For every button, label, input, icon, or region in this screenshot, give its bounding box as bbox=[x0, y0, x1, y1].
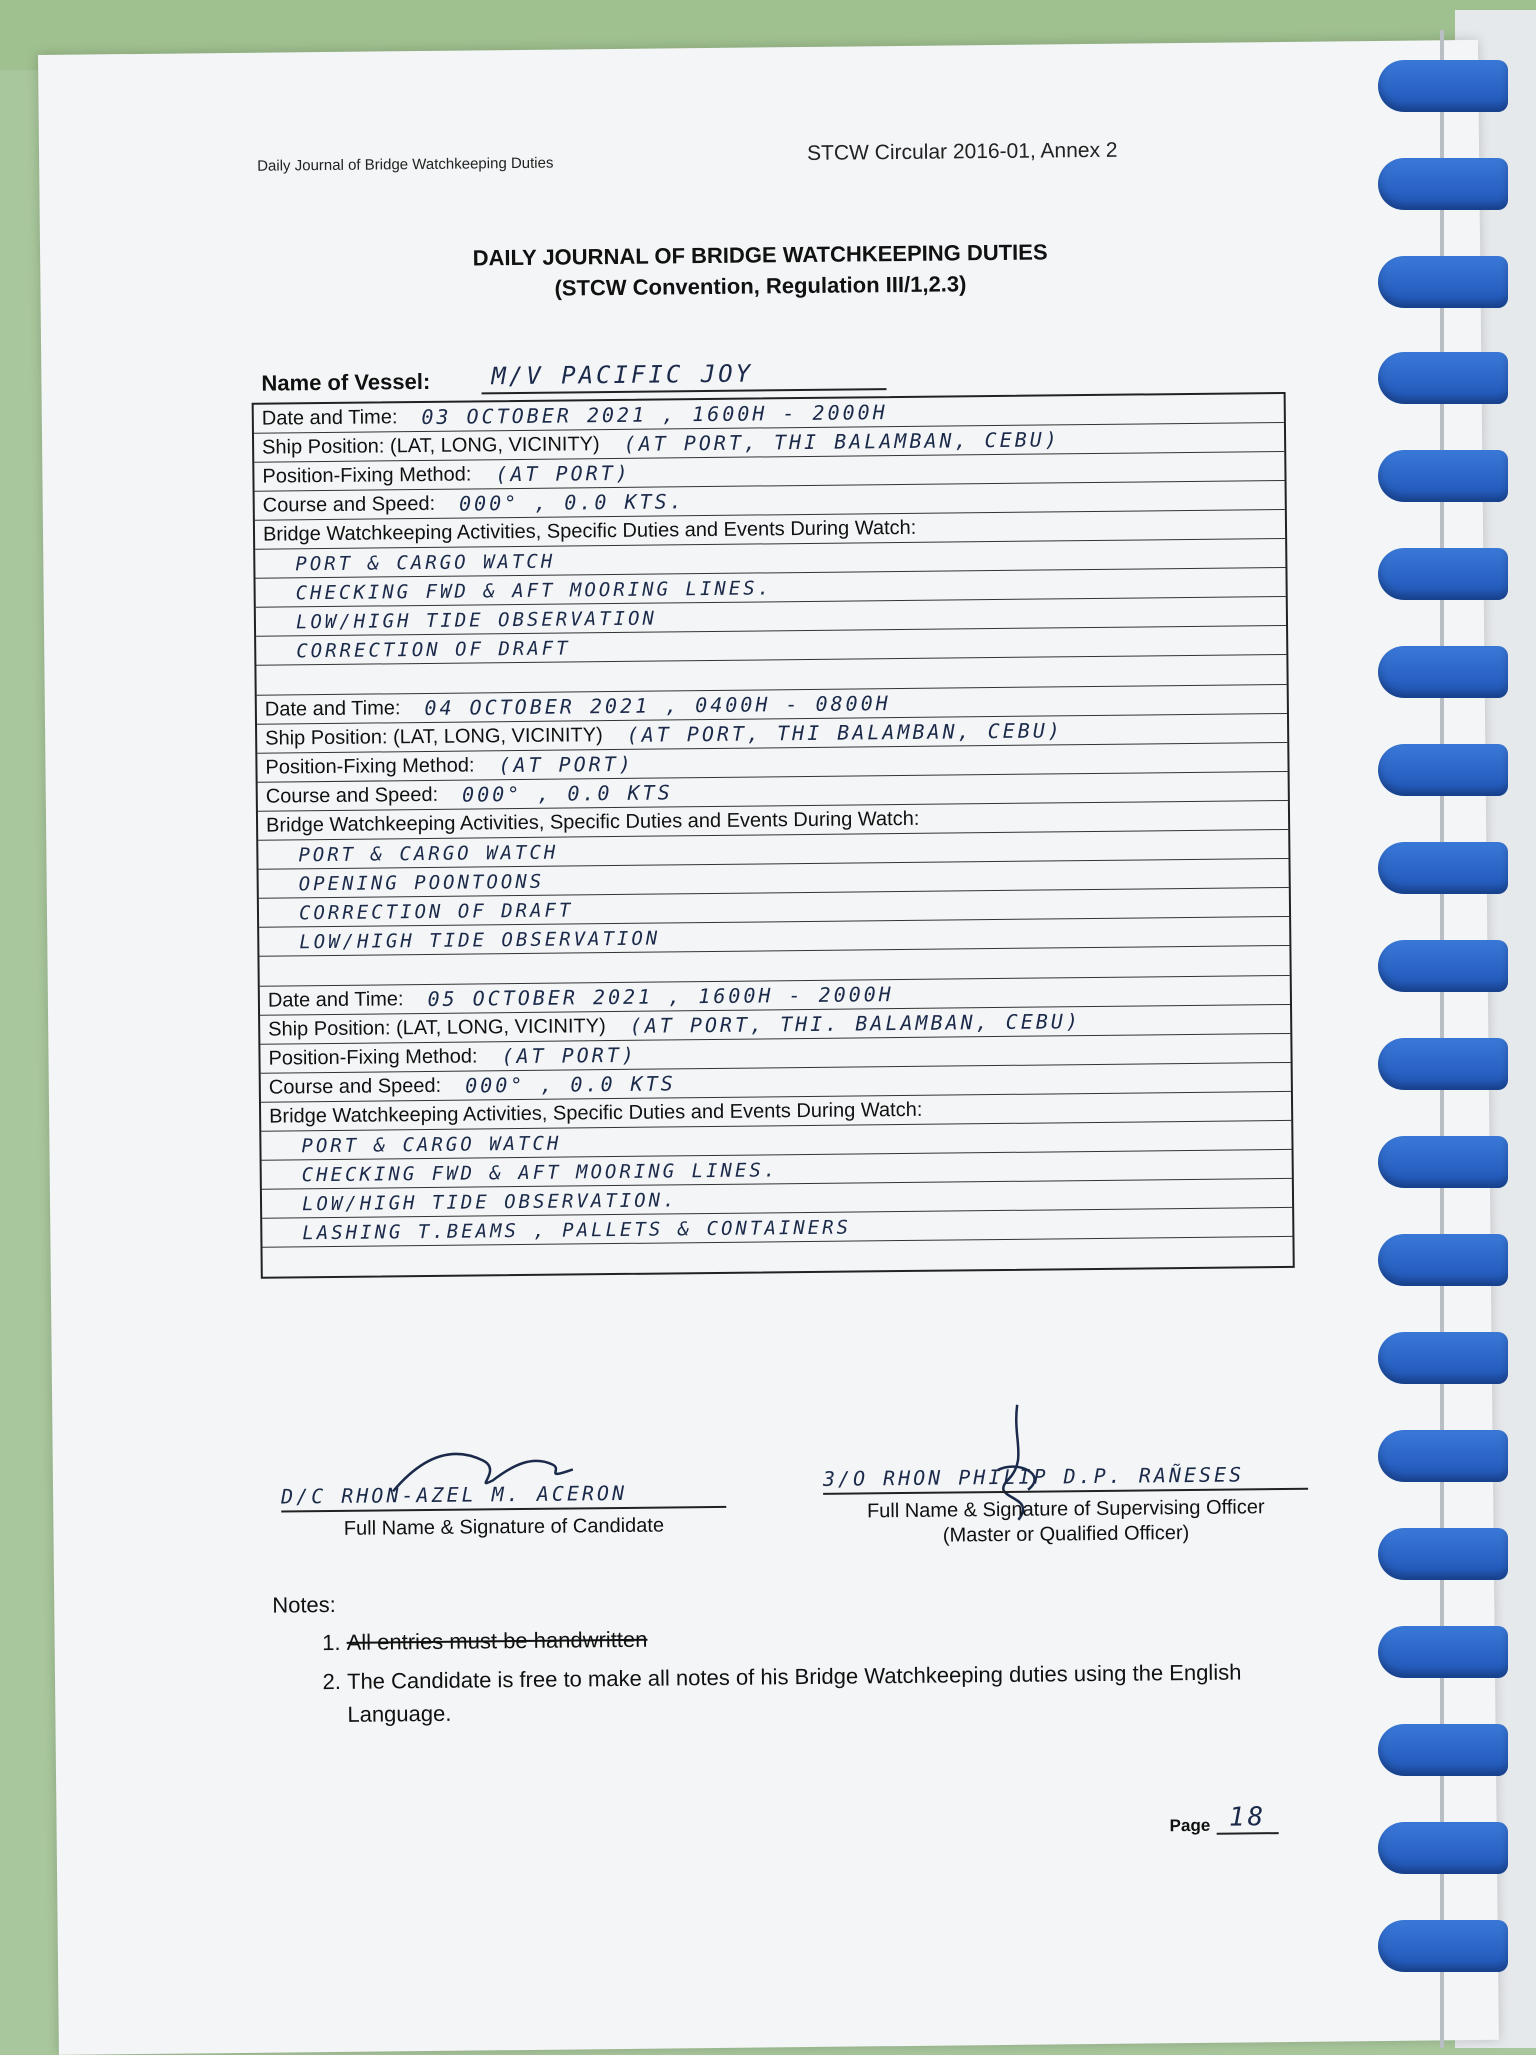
activity-text: OPENING POONTOONS bbox=[298, 870, 545, 896]
binding-coil bbox=[1378, 1234, 1508, 1286]
fixing-value: (AT PORT) bbox=[495, 460, 631, 487]
activity-text: LOW/HIGH TIDE OBSERVATION bbox=[299, 927, 661, 954]
course-label: Course and Speed: bbox=[268, 1074, 442, 1099]
page-title: DAILY JOURNAL OF BRIDGE WATCHKEEPING DUTIES bbox=[472, 239, 1048, 271]
fixing-value: (AT PORT) bbox=[498, 751, 634, 778]
journal-page bbox=[38, 40, 1499, 2055]
course-value: 000° , 0.0 KTS. bbox=[458, 489, 685, 516]
officer-caption-sub: (Master or Qualified Officer) bbox=[942, 1522, 1190, 1547]
binding-coil bbox=[1378, 1822, 1508, 1874]
activities-label: Bridge Watchkeeping Activities, Specific Duties and Events During Watch: bbox=[262, 516, 917, 546]
binding-coil bbox=[1378, 1920, 1508, 1972]
binding-coil bbox=[1378, 1626, 1508, 1678]
notes-title: Notes: bbox=[272, 1591, 336, 1618]
position-value: (AT PORT, THI BALAMBAN, CEBU) bbox=[623, 427, 1060, 456]
activity-text: CHECKING FWD & AFT MOORING LINES. bbox=[301, 1159, 779, 1187]
activity-text: PORT & CARGO WATCH bbox=[298, 841, 559, 867]
header-right: STCW Circular 2016-01, Annex 2 bbox=[806, 138, 1118, 165]
date-value: 04 OCTOBER 2021 , 0400H - 0800H bbox=[424, 691, 891, 720]
binding-coil bbox=[1378, 1528, 1508, 1580]
notes-section bbox=[272, 1582, 1307, 1738]
activities-label: Bridge Watchkeeping Activities, Specific Duties and Events During Watch: bbox=[265, 807, 920, 837]
candidate-caption: Full Name & Signature of Candidate bbox=[343, 1514, 665, 1540]
binding-coil bbox=[1378, 256, 1508, 308]
watch-log-table bbox=[252, 392, 1295, 1279]
date-label: Date and Time: bbox=[264, 697, 401, 721]
note-item: 1. All entries must be handwritten bbox=[346, 1616, 1306, 1659]
fixing-value: (AT PORT) bbox=[501, 1042, 637, 1069]
binding-coil bbox=[1378, 1430, 1508, 1482]
vessel-name: M/V PACIFIC JOY bbox=[491, 359, 754, 391]
binding-coil bbox=[1378, 646, 1508, 698]
binding-coil bbox=[1378, 1332, 1508, 1384]
activity-text: CORRECTION OF DRAFT bbox=[296, 637, 571, 663]
page-subtitle: (STCW Convention, Regulation III/1,2.3) bbox=[554, 271, 967, 301]
position-value: (AT PORT, THI BALAMBAN, CEBU) bbox=[626, 718, 1063, 747]
activity-text: PORT & CARGO WATCH bbox=[295, 550, 556, 576]
officer-name: 3/O RHON PHILIP D.P. RAÑESES bbox=[822, 1462, 1245, 1491]
course-value: 000° , 0.0 KTS bbox=[465, 1071, 676, 1098]
course-label: Course and Speed: bbox=[262, 492, 436, 517]
page-number: 18 bbox=[1216, 1802, 1278, 1835]
notes-list bbox=[272, 1616, 1307, 1732]
fixing-label: Position-Fixing Method: bbox=[265, 754, 475, 779]
binding-coil bbox=[1378, 60, 1508, 112]
date-label: Date and Time: bbox=[261, 406, 398, 430]
officer-caption: Full Name & Signature of Supervising Officer bbox=[866, 1496, 1265, 1523]
activity-text: CHECKING FWD & AFT MOORING LINES. bbox=[295, 577, 773, 605]
activities-label: Bridge Watchkeeping Activities, Specific Duties and Events During Watch: bbox=[269, 1098, 923, 1128]
activity-text: CORRECTION OF DRAFT bbox=[298, 899, 574, 925]
date-value: 05 OCTOBER 2021 , 1600H - 2000H bbox=[427, 982, 894, 1011]
fixing-label: Position-Fixing Method: bbox=[268, 1045, 478, 1070]
binding-coil bbox=[1378, 1136, 1508, 1188]
binding-coil bbox=[1378, 940, 1508, 992]
position-label: Ship Position: (LAT, LONG, VICINITY) bbox=[262, 433, 600, 459]
binding-coil bbox=[1378, 548, 1508, 600]
date-label: Date and Time: bbox=[267, 988, 404, 1012]
candidate-signature-block bbox=[281, 1480, 727, 1542]
vessel-label: Name of Vessel: bbox=[261, 368, 431, 396]
fixing-label: Position-Fixing Method: bbox=[262, 463, 472, 488]
binding-coil bbox=[1378, 842, 1508, 894]
note-item: 2. The Candidate is free to make all notes of his Bridge Watchkeeping duties using the English Language. bbox=[347, 1655, 1308, 1731]
activity-text: LASHING T.BEAMS , PALLETS & CONTAINERS bbox=[302, 1216, 852, 1245]
header-left: Daily Journal of Bridge Watchkeeping Duties bbox=[257, 154, 554, 175]
date-value: 03 OCTOBER 2021 , 1600H - 2000H bbox=[421, 400, 888, 430]
position-label: Ship Position: (LAT, LONG, VICINITY) bbox=[265, 724, 603, 750]
binding-coil bbox=[1378, 450, 1508, 502]
page-label: Page bbox=[1169, 1815, 1211, 1836]
course-label: Course and Speed: bbox=[265, 783, 439, 808]
binding-coil bbox=[1378, 1724, 1508, 1776]
officer-signature-block bbox=[823, 1462, 1309, 1549]
binding-coil bbox=[1378, 744, 1508, 796]
position-value: (AT PORT, THI. BALAMBAN, CEBU) bbox=[629, 1009, 1082, 1038]
binding-coil bbox=[1378, 158, 1508, 210]
activity-text: PORT & CARGO WATCH bbox=[301, 1132, 562, 1158]
position-label: Ship Position: (LAT, LONG, VICINITY) bbox=[268, 1015, 606, 1041]
course-value: 000° , 0.0 KTS bbox=[461, 780, 673, 807]
candidate-name: D/C RHON-AZEL M. ACERON bbox=[280, 1480, 628, 1509]
binding-coil bbox=[1378, 352, 1508, 404]
activity-text: LOW/HIGH TIDE OBSERVATION. bbox=[301, 1189, 678, 1216]
binding-coil bbox=[1378, 1038, 1508, 1090]
activity-text: LOW/HIGH TIDE OBSERVATION bbox=[295, 607, 658, 634]
